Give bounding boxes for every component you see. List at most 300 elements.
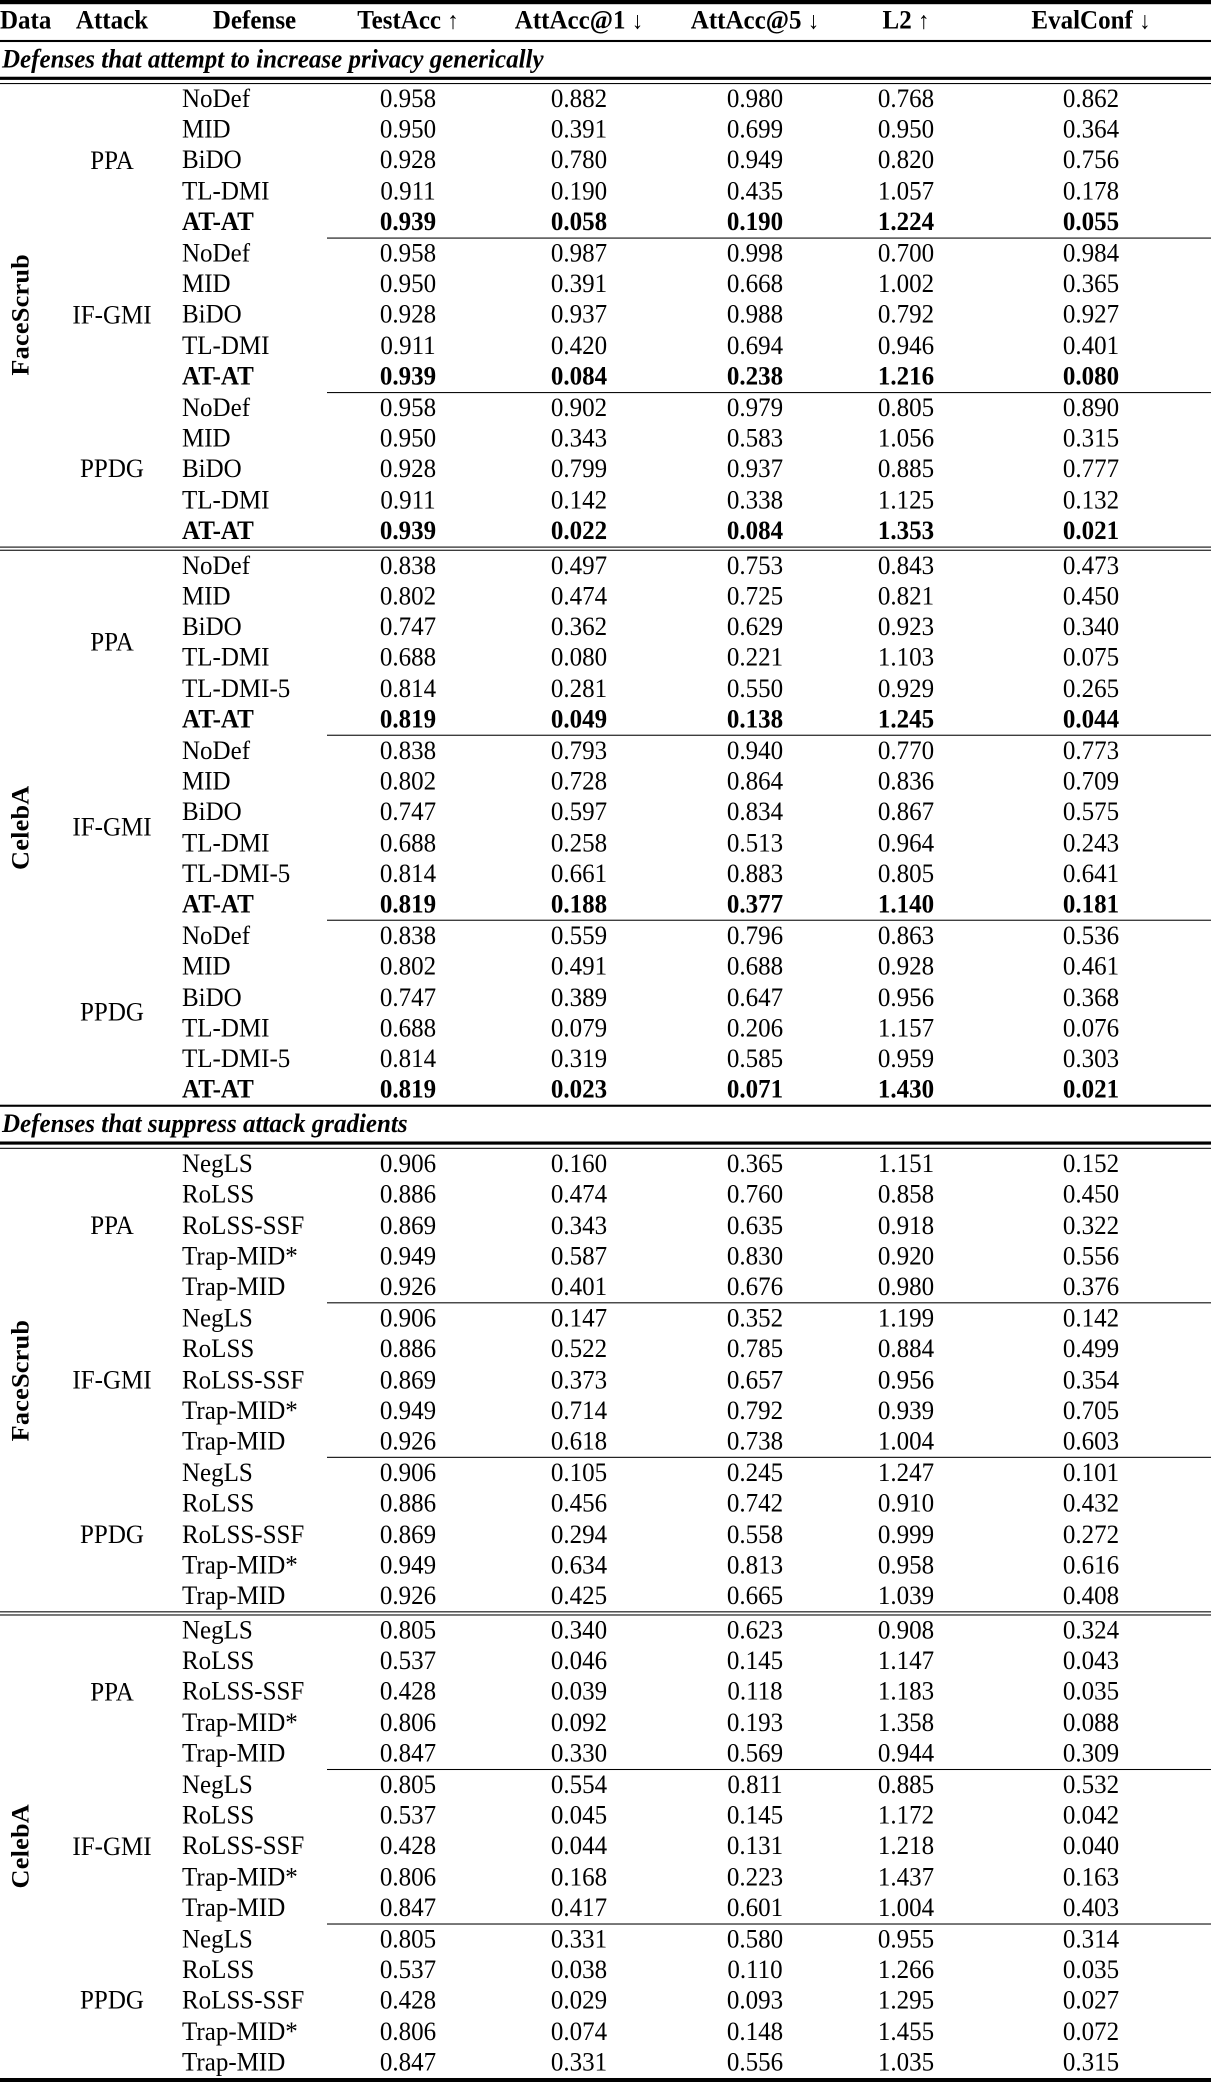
- l2-cell: 1.140: [877, 890, 935, 919]
- defense-name-cell: MID: [182, 952, 231, 982]
- attack-label-cell: [42, 921, 182, 1106]
- defense-name-cell: TL-DMI: [182, 828, 270, 858]
- attack-label: PPDG: [80, 998, 144, 1028]
- defense-name-cell: RoLSS: [182, 1335, 255, 1364]
- testacc-cell: 0.814: [379, 674, 437, 703]
- table-row: [0, 704, 1211, 735]
- dataset-label-cell: [0, 84, 42, 547]
- evalconf-cell: 0.473: [1062, 551, 1120, 581]
- defense-name-cell: AT-AT: [182, 890, 254, 919]
- testacc-cell: 0.886: [379, 1180, 437, 1210]
- attacc1-cell: 0.618: [550, 1427, 608, 1456]
- attack-label: IF-GMI: [72, 1832, 152, 1862]
- attacc5-cell: 0.623: [726, 1616, 784, 1646]
- evalconf-cell: 0.575: [1062, 798, 1120, 827]
- dataset-label-cell: [0, 1149, 42, 1612]
- evalconf-cell: 0.178: [1062, 177, 1120, 206]
- defense-name-cell: Trap-MID*: [182, 1242, 298, 1271]
- table-row: [0, 1581, 1211, 1612]
- table-row: [0, 1801, 1211, 1832]
- table-row: [0, 1831, 1211, 1862]
- evalconf-cell: 0.777: [1062, 455, 1120, 484]
- dataset-label: CelebA: [7, 785, 35, 870]
- defense-name-cell: TL-DMI-5: [182, 859, 291, 888]
- table-row: [0, 1334, 1211, 1365]
- l2-cell: 0.939: [877, 1396, 935, 1426]
- attacc1-cell: 0.634: [550, 1551, 608, 1580]
- attacc1-cell: 0.728: [550, 767, 608, 796]
- defense-name-cell: BiDO: [182, 146, 242, 175]
- defense-name-cell: RoLSS: [182, 1180, 255, 1210]
- attacc1-cell: 0.522: [550, 1335, 608, 1364]
- evalconf-cell: 0.773: [1062, 736, 1120, 766]
- defense-name-cell: RoLSS: [182, 1489, 255, 1519]
- attacc5-cell: 0.550: [726, 674, 784, 703]
- table-row: [0, 1924, 1211, 1955]
- l2-cell: 0.910: [877, 1489, 935, 1519]
- testacc-cell: 0.949: [379, 1551, 437, 1580]
- table-row: [0, 921, 1211, 952]
- evalconf-cell: 0.027: [1062, 1986, 1120, 2016]
- attacc1-cell: 0.340: [550, 1616, 608, 1646]
- attacc1-cell: 0.331: [550, 1925, 608, 1954]
- testacc-cell: 0.911: [380, 486, 436, 515]
- table-row: [0, 1426, 1211, 1457]
- arrow-down-icon: ↓: [631, 6, 644, 34]
- defense-name-cell: TL-DMI-5: [182, 674, 291, 703]
- attacc5-cell: 0.352: [726, 1304, 784, 1334]
- evalconf-cell: 0.364: [1062, 115, 1120, 145]
- attacc5-cell: 0.071: [726, 1075, 784, 1104]
- attacc1-cell: 0.084: [550, 362, 608, 391]
- defense-name-cell: RoLSS-SSF: [182, 1986, 305, 2016]
- testacc-cell: 0.950: [379, 424, 437, 454]
- column-header-data: [0, 4, 52, 41]
- defense-name-cell: MID: [182, 115, 231, 145]
- attacc5-cell: 0.760: [726, 1180, 784, 1210]
- evalconf-cell: 0.152: [1062, 1150, 1120, 1179]
- evalconf-cell: 0.324: [1062, 1616, 1120, 1646]
- table-row: [0, 2047, 1211, 2080]
- l2-cell: 0.918: [877, 1211, 935, 1240]
- attacc5-cell: 0.435: [726, 177, 784, 206]
- evalconf-cell: 0.322: [1062, 1211, 1120, 1240]
- testacc-cell: 0.819: [379, 1075, 437, 1104]
- l2-cell: 1.218: [877, 1832, 935, 1861]
- testacc-cell: 0.906: [379, 1459, 437, 1488]
- l2-cell: 0.958: [877, 1551, 935, 1580]
- evalconf-cell: 0.163: [1062, 1863, 1120, 1892]
- attacc5-cell: 0.193: [726, 1708, 784, 1738]
- attacc5-cell: 0.699: [726, 115, 784, 145]
- results-table-body: [0, 2, 1211, 2082]
- dataset-label-cell: [0, 1615, 42, 2080]
- evalconf-cell: 0.401: [1062, 331, 1120, 361]
- defense-name-cell: TL-DMI: [182, 177, 270, 206]
- dataset-label-wrap: [0, 551, 42, 1105]
- testacc-cell: 0.906: [379, 1150, 437, 1179]
- attacc1-cell: 0.491: [550, 952, 608, 982]
- l2-cell: 1.147: [877, 1647, 935, 1676]
- l2-cell: 1.437: [877, 1863, 935, 1892]
- table-row: [0, 858, 1211, 889]
- evalconf-cell: 0.055: [1062, 207, 1120, 237]
- testacc-cell: 0.747: [379, 613, 437, 642]
- attack-label-cell: [42, 1458, 182, 1612]
- defense-name-cell: NegLS: [182, 1459, 253, 1488]
- defense-name-cell: BiDO: [182, 301, 242, 330]
- attacc5-cell: 0.980: [726, 85, 784, 114]
- table-row: [0, 269, 1211, 300]
- defense-name-cell: RoLSS-SSF: [182, 1520, 305, 1549]
- defense-name-cell: Trap-MID: [182, 1739, 286, 1769]
- attacc1-cell: 0.281: [550, 674, 608, 703]
- attacc5-cell: 0.811: [727, 1771, 783, 1800]
- attack-label: PPA: [90, 628, 134, 658]
- attacc1-cell: 0.343: [550, 1211, 608, 1240]
- evalconf-cell: 0.035: [1062, 1678, 1120, 1707]
- l2-cell: 1.266: [877, 1956, 935, 1985]
- defense-name-cell: TL-DMI: [182, 643, 270, 673]
- attacc1-cell: 0.190: [550, 177, 608, 206]
- evalconf-cell: 0.080: [1062, 362, 1120, 391]
- attack-label-cell: [42, 736, 182, 921]
- attacc1-cell: 0.080: [550, 643, 608, 673]
- attacc5-cell: 0.569: [726, 1739, 784, 1768]
- attacc1-cell: 0.902: [550, 394, 608, 423]
- l2-cell: 0.956: [877, 983, 935, 1012]
- attacc5-cell: 0.949: [726, 146, 784, 175]
- attacc1-cell: 0.554: [550, 1771, 608, 1800]
- table-row: [0, 1044, 1211, 1075]
- defense-name-cell: MID: [182, 270, 231, 299]
- attacc1-cell: 0.294: [550, 1520, 608, 1549]
- defense-name-cell: Trap-MID: [182, 1427, 286, 1456]
- table-row: [0, 550, 1211, 581]
- column-header-l2: [841, 4, 971, 41]
- table-row: [0, 393, 1211, 424]
- l2-cell: 0.821: [877, 582, 935, 611]
- dataset-label-wrap: [0, 1149, 42, 1611]
- attack-label: PPA: [90, 146, 134, 176]
- evalconf-cell: 0.043: [1062, 1647, 1120, 1676]
- l2-cell: 0.923: [877, 613, 935, 642]
- table-row: [0, 736, 1211, 767]
- evalconf-cell: 0.403: [1062, 1893, 1120, 1923]
- attacc1-cell: 0.168: [550, 1863, 608, 1892]
- column-header-defense: [182, 4, 327, 41]
- table-row: [0, 331, 1211, 362]
- column-header-attacc5: [669, 4, 841, 41]
- evalconf-cell: 0.044: [1062, 705, 1120, 734]
- evalconf-cell: 0.756: [1062, 146, 1120, 175]
- table-row: [0, 1458, 1211, 1489]
- evalconf-cell: 0.890: [1062, 394, 1120, 423]
- attacc1-cell: 0.188: [550, 890, 608, 919]
- table-row: [0, 1550, 1211, 1581]
- defense-name-cell: RoLSS-SSF: [182, 1211, 305, 1240]
- table-row: [0, 1738, 1211, 1769]
- attacc1-cell: 0.793: [550, 736, 608, 766]
- l2-cell: 0.885: [877, 1771, 935, 1800]
- defense-name-cell: TL-DMI: [182, 1014, 270, 1043]
- attacc5-cell: 0.725: [726, 582, 784, 611]
- l2-cell: 1.199: [877, 1304, 935, 1334]
- testacc-cell: 0.847: [379, 2048, 437, 2077]
- arrow-up-icon: ↑: [447, 6, 459, 34]
- evalconf-cell: 0.984: [1062, 239, 1120, 269]
- defense-name-cell: AT-AT: [182, 362, 254, 392]
- attacc1-cell: 0.038: [550, 1956, 608, 1985]
- attacc1-cell: 0.029: [550, 1986, 608, 2016]
- attacc5-cell: 0.238: [726, 362, 784, 391]
- table-row: [0, 828, 1211, 859]
- evalconf-cell: 0.303: [1062, 1044, 1120, 1074]
- testacc-cell: 0.428: [379, 1986, 437, 2016]
- attacc5-cell: 0.665: [726, 1581, 784, 1611]
- testacc-cell: 0.911: [380, 177, 436, 206]
- l2-cell: 0.955: [877, 1925, 935, 1954]
- attacc1-cell: 0.046: [550, 1647, 608, 1676]
- table-row: [0, 1862, 1211, 1893]
- testacc-cell: 0.926: [379, 1272, 437, 1302]
- attacc1-cell: 0.456: [550, 1489, 608, 1519]
- testacc-cell: 0.950: [379, 270, 437, 299]
- table-row: [0, 300, 1211, 331]
- l2-cell: 0.929: [877, 674, 935, 703]
- defense-name-cell: RoLSS-SSF: [182, 1365, 305, 1395]
- testacc-cell: 0.886: [379, 1489, 437, 1519]
- evalconf-cell: 0.042: [1062, 1801, 1120, 1831]
- evalconf-cell: 0.862: [1062, 85, 1120, 114]
- defense-name-cell: NegLS: [182, 1150, 253, 1179]
- l2-cell: 1.151: [877, 1150, 935, 1179]
- attacc5-cell: 0.694: [726, 331, 784, 361]
- testacc-cell: 0.688: [379, 828, 437, 858]
- table-row: [0, 1955, 1211, 1986]
- defense-name-cell: TL-DMI: [182, 331, 270, 361]
- defense-name-cell: MID: [182, 424, 231, 454]
- attacc1-cell: 0.401: [550, 1272, 608, 1302]
- attacc1-cell: 0.044: [550, 1832, 608, 1861]
- table-row: [0, 1708, 1211, 1739]
- testacc-cell: 0.928: [379, 455, 437, 484]
- evalconf-cell: 0.340: [1062, 613, 1120, 642]
- attacc5-cell: 0.583: [726, 424, 784, 454]
- evalconf-cell: 0.272: [1062, 1520, 1120, 1549]
- table-row: [0, 643, 1211, 674]
- evalconf-cell: 0.408: [1062, 1581, 1120, 1611]
- table-row: [0, 1149, 1211, 1180]
- attacc5-cell: 0.742: [726, 1489, 784, 1519]
- testacc-cell: 0.537: [379, 1956, 437, 1985]
- attacc1-cell: 0.319: [550, 1044, 608, 1074]
- evalconf-cell: 0.142: [1062, 1304, 1120, 1334]
- table-row: [0, 612, 1211, 643]
- l2-cell: 1.430: [877, 1075, 935, 1104]
- header-label: AttAcc@1: [514, 5, 626, 35]
- l2-cell: 1.103: [877, 643, 935, 673]
- table-row: [0, 2016, 1211, 2047]
- attacc1-cell: 0.045: [550, 1801, 608, 1831]
- defense-name-cell: NegLS: [182, 1771, 253, 1800]
- evalconf-cell: 0.368: [1062, 983, 1120, 1012]
- evalconf-cell: 0.101: [1062, 1459, 1120, 1488]
- attack-label: PPDG: [80, 1986, 144, 2016]
- attacc1-cell: 0.937: [550, 301, 608, 330]
- table-row: [0, 1893, 1211, 1924]
- attacc5-cell: 0.084: [726, 516, 784, 546]
- l2-cell: 1.455: [877, 2017, 935, 2046]
- testacc-cell: 0.802: [379, 952, 437, 982]
- evalconf-cell: 0.376: [1062, 1272, 1120, 1302]
- evalconf-cell: 0.265: [1062, 674, 1120, 703]
- testacc-cell: 0.802: [379, 767, 437, 796]
- l2-cell: 0.700: [877, 239, 935, 269]
- attacc5-cell: 0.110: [727, 1956, 783, 1985]
- attack-label: IF-GMI: [72, 813, 152, 843]
- testacc-cell: 0.869: [379, 1520, 437, 1549]
- attacc1-cell: 0.049: [550, 705, 608, 734]
- table-row: [0, 673, 1211, 704]
- defense-name-cell: AT-AT: [182, 208, 254, 237]
- attack-label: PPA: [90, 1678, 134, 1707]
- l2-cell: 0.863: [877, 921, 935, 951]
- l2-cell: 1.353: [877, 516, 935, 546]
- evalconf-cell: 0.432: [1062, 1489, 1120, 1519]
- testacc-cell: 0.814: [379, 1044, 437, 1074]
- defense-name-cell: RoLSS-SSF: [182, 1832, 305, 1861]
- testacc-cell: 0.869: [379, 1211, 437, 1240]
- dataset-label: CelebA: [7, 1804, 35, 1889]
- header-label: L2: [882, 5, 912, 35]
- attacc1-cell: 0.420: [550, 331, 608, 361]
- testacc-cell: 0.802: [379, 582, 437, 611]
- attack-label: PPA: [90, 1211, 134, 1241]
- l2-cell: 0.805: [877, 859, 935, 888]
- attacc5-cell: 0.138: [726, 705, 784, 734]
- l2-cell: 0.884: [877, 1335, 935, 1364]
- table-row: [0, 485, 1211, 516]
- attacc5-cell: 0.513: [726, 828, 784, 858]
- table-row: [0, 1770, 1211, 1801]
- defense-name-cell: NegLS: [182, 1925, 253, 1954]
- attacc1-cell: 0.142: [550, 486, 608, 515]
- l2-cell: 0.867: [877, 798, 935, 827]
- attack-label-cell: [42, 550, 182, 735]
- testacc-cell: 0.928: [379, 301, 437, 330]
- attacc1-cell: 0.661: [550, 859, 608, 888]
- evalconf-cell: 0.315: [1062, 2048, 1120, 2077]
- testacc-cell: 0.949: [379, 1242, 437, 1271]
- attacc5-cell: 0.738: [726, 1427, 784, 1456]
- attacc1-cell: 0.474: [550, 582, 608, 611]
- l2-cell: 1.004: [877, 1893, 935, 1923]
- attacc5-cell: 0.377: [726, 890, 784, 919]
- l2-cell: 1.247: [877, 1459, 935, 1488]
- attacc1-cell: 0.330: [550, 1739, 608, 1768]
- defense-name-cell: NegLS: [182, 1616, 253, 1646]
- table-row: [0, 1489, 1211, 1520]
- attacc5-cell: 0.676: [726, 1272, 784, 1302]
- attacc5-cell: 0.585: [726, 1044, 784, 1074]
- evalconf-cell: 0.181: [1062, 890, 1120, 919]
- evalconf-cell: 0.132: [1062, 486, 1120, 515]
- evalconf-cell: 0.076: [1062, 1014, 1120, 1043]
- testacc-cell: 0.537: [379, 1801, 437, 1831]
- attacc5-cell: 0.657: [726, 1365, 784, 1395]
- attacc5-cell: 0.937: [726, 455, 784, 484]
- defense-name-cell: RoLSS: [182, 1956, 255, 1985]
- l2-cell: 0.792: [877, 301, 935, 330]
- attacc5-cell: 0.864: [726, 767, 784, 796]
- evalconf-cell: 0.532: [1062, 1771, 1120, 1800]
- evalconf-cell: 0.315: [1062, 424, 1120, 454]
- l2-cell: 1.057: [877, 177, 935, 206]
- evalconf-cell: 0.309: [1062, 1739, 1120, 1768]
- table-row: [0, 1074, 1211, 1106]
- attacc1-cell: 0.425: [550, 1581, 608, 1611]
- table-row: [0, 1210, 1211, 1241]
- testacc-cell: 0.747: [379, 798, 437, 827]
- attacc1-cell: 0.391: [550, 270, 608, 299]
- attack-label-cell: [42, 393, 182, 547]
- attacc1-cell: 0.373: [550, 1365, 608, 1395]
- defense-name-cell: NoDef: [182, 394, 251, 423]
- table-row: [0, 1615, 1211, 1646]
- column-header-attacc1: [489, 4, 669, 41]
- attacc5-cell: 0.148: [726, 2017, 784, 2046]
- defense-name-cell: AT-AT: [182, 1075, 254, 1104]
- table-row: [0, 1677, 1211, 1708]
- attacc5-cell: 0.668: [726, 270, 784, 299]
- attacc5-cell: 0.190: [726, 207, 784, 237]
- dataset-label: FaceScrub: [7, 254, 35, 377]
- testacc-cell: 0.928: [379, 146, 437, 175]
- l2-cell: 1.183: [877, 1678, 935, 1707]
- evalconf-cell: 0.461: [1062, 952, 1120, 982]
- attacc5-cell: 0.629: [726, 613, 784, 642]
- attack-label-cell: [42, 1770, 182, 1924]
- attacc5-cell: 0.796: [726, 921, 784, 951]
- attacc5-cell: 0.580: [726, 1925, 784, 1954]
- attacc1-cell: 0.559: [550, 921, 608, 951]
- table-row: [0, 239, 1211, 270]
- attacc1-cell: 0.160: [550, 1150, 608, 1179]
- evalconf-cell: 0.243: [1062, 828, 1120, 858]
- table-row: [0, 889, 1211, 920]
- attacc5-cell: 0.338: [726, 486, 784, 515]
- l2-cell: 1.035: [877, 2048, 935, 2077]
- attacc1-cell: 0.331: [550, 2048, 608, 2077]
- testacc-cell: 0.886: [379, 1335, 437, 1364]
- l2-cell: 0.843: [877, 551, 935, 581]
- header-label: EvalConf: [1031, 5, 1133, 35]
- l2-cell: 0.836: [877, 767, 935, 796]
- table-row: [0, 1013, 1211, 1044]
- attacc5-cell: 0.998: [726, 239, 784, 269]
- testacc-cell: 0.805: [379, 1925, 437, 1954]
- testacc-cell: 0.939: [379, 516, 437, 546]
- attacc5-cell: 0.118: [727, 1678, 783, 1707]
- attacc1-cell: 0.497: [550, 551, 608, 581]
- attacc1-cell: 0.417: [550, 1893, 608, 1923]
- evalconf-cell: 0.072: [1062, 2017, 1120, 2046]
- testacc-cell: 0.806: [379, 1708, 437, 1738]
- defense-name-cell: Trap-MID: [182, 1581, 286, 1611]
- testacc-cell: 0.926: [379, 1427, 437, 1456]
- attacc1-cell: 0.389: [550, 983, 608, 1012]
